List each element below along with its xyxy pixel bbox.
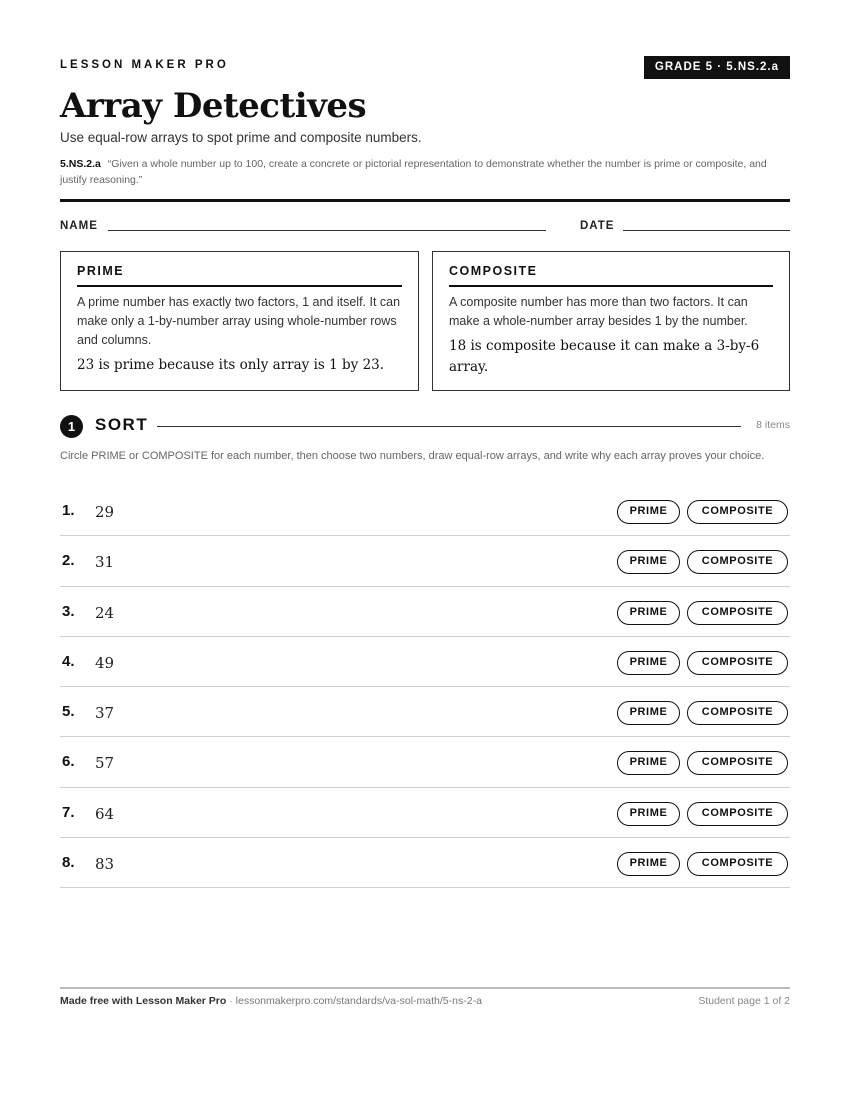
item-value: 24 (95, 603, 115, 622)
footer-made-with: Made free with Lesson Maker Pro (60, 995, 227, 1007)
item-number: 3. (62, 602, 75, 620)
item-number: 4. (62, 652, 75, 670)
section-instructions: Circle PRIME or COMPOSITE for each number, then choose two numbers, draw equal-row arrays, and write why each array proves your choice. (60, 450, 765, 462)
item-number: 5. (62, 703, 75, 721)
date-field[interactable] (623, 230, 790, 231)
section-number-badge: 1 (60, 415, 83, 438)
brand-name: LESSON MAKER PRO (60, 59, 229, 71)
list-item (60, 737, 790, 787)
composite-definition-text: A composite number has more than two factors. It can make a whole-number array besides 1 by the number. (449, 295, 748, 328)
standard-statement (60, 156, 790, 188)
prime-definition-title: PRIME (77, 264, 402, 287)
item-value: 37 (95, 704, 115, 723)
item-value: 49 (95, 653, 115, 672)
item-number: 1. (62, 502, 75, 519)
footer-page-number: Student page 1 of 2 (698, 995, 790, 1007)
footer-url[interactable]: · lessonmakerpro.com/standards/va-sol-math/5-ns-2-a (226, 995, 482, 1007)
item-number: 6. (62, 753, 75, 771)
prime-choice-button[interactable]: PRIME (617, 550, 680, 574)
composite-choice-button[interactable]: COMPOSITE (687, 701, 788, 725)
prime-choice-button[interactable]: PRIME (617, 701, 680, 725)
section-title: SORT (95, 415, 149, 434)
prime-definition-box (60, 251, 419, 391)
item-value: 29 (95, 503, 115, 521)
item-value: 57 (95, 754, 115, 773)
item-number: 7. (62, 803, 75, 821)
item-number: 2. (62, 552, 75, 570)
list-item (60, 788, 790, 838)
name-field[interactable] (108, 230, 546, 231)
student-fields (60, 219, 790, 235)
composite-choice-button[interactable]: COMPOSITE (687, 500, 788, 524)
list-item (60, 486, 790, 536)
item-value: 31 (95, 553, 115, 572)
item-value: 83 (95, 855, 115, 874)
composite-choice-button[interactable]: COMPOSITE (687, 550, 788, 574)
composite-definition-title: COMPOSITE (449, 264, 773, 287)
composite-definition-example: 18 is composite because it can make a 3-by-6 array. (449, 338, 760, 375)
composite-definition-box (432, 251, 790, 391)
section-item-count: 8 items (756, 419, 790, 431)
grade-badge: GRADE 5 · 5.NS.2.a (644, 56, 790, 79)
prime-choice-button[interactable]: PRIME (617, 500, 680, 524)
footer-divider (60, 987, 790, 989)
list-item (60, 637, 790, 687)
name-label: NAME (60, 220, 98, 232)
prime-choice-button[interactable]: PRIME (617, 852, 680, 876)
list-item (60, 687, 790, 737)
header-divider (60, 199, 790, 202)
prime-definition-example: 23 is prime because its only array is 1 by 23. (77, 357, 385, 373)
header (60, 57, 790, 81)
composite-choice-button[interactable]: COMPOSITE (687, 601, 788, 625)
composite-choice-button[interactable]: COMPOSITE (687, 751, 788, 775)
list-item (60, 536, 790, 586)
list-item (60, 587, 790, 637)
prime-choice-button[interactable]: PRIME (617, 751, 680, 775)
standard-text: “Given a whole number up to 100, create a concrete or pictorial representation to demonstrate whether the number is prime or composite, and justify reasoning.” (60, 158, 767, 186)
prime-choice-button[interactable]: PRIME (617, 802, 680, 826)
sort-items-list (60, 486, 790, 888)
prime-choice-button[interactable]: PRIME (617, 601, 680, 625)
composite-choice-button[interactable]: COMPOSITE (687, 802, 788, 826)
composite-choice-button[interactable]: COMPOSITE (687, 651, 788, 675)
date-label: DATE (580, 220, 615, 232)
worksheet-title: Array Detectives (60, 86, 367, 126)
footer-credit (60, 995, 482, 1007)
composite-choice-button[interactable]: COMPOSITE (687, 852, 788, 876)
list-item (60, 838, 790, 888)
section-divider (157, 426, 741, 427)
section-header (60, 413, 790, 439)
item-value: 64 (95, 804, 115, 823)
prime-definition-text: A prime number has exactly two factors, 1 and itself. It can make only a 1-by-number array using whole-number rows and columns. (77, 295, 401, 347)
prime-choice-button[interactable]: PRIME (617, 651, 680, 675)
worksheet-subtitle: Use equal-row arrays to spot prime and composite numbers. (60, 130, 422, 145)
standard-code: 5.NS.2.a (60, 158, 101, 170)
item-number: 8. (62, 854, 75, 872)
